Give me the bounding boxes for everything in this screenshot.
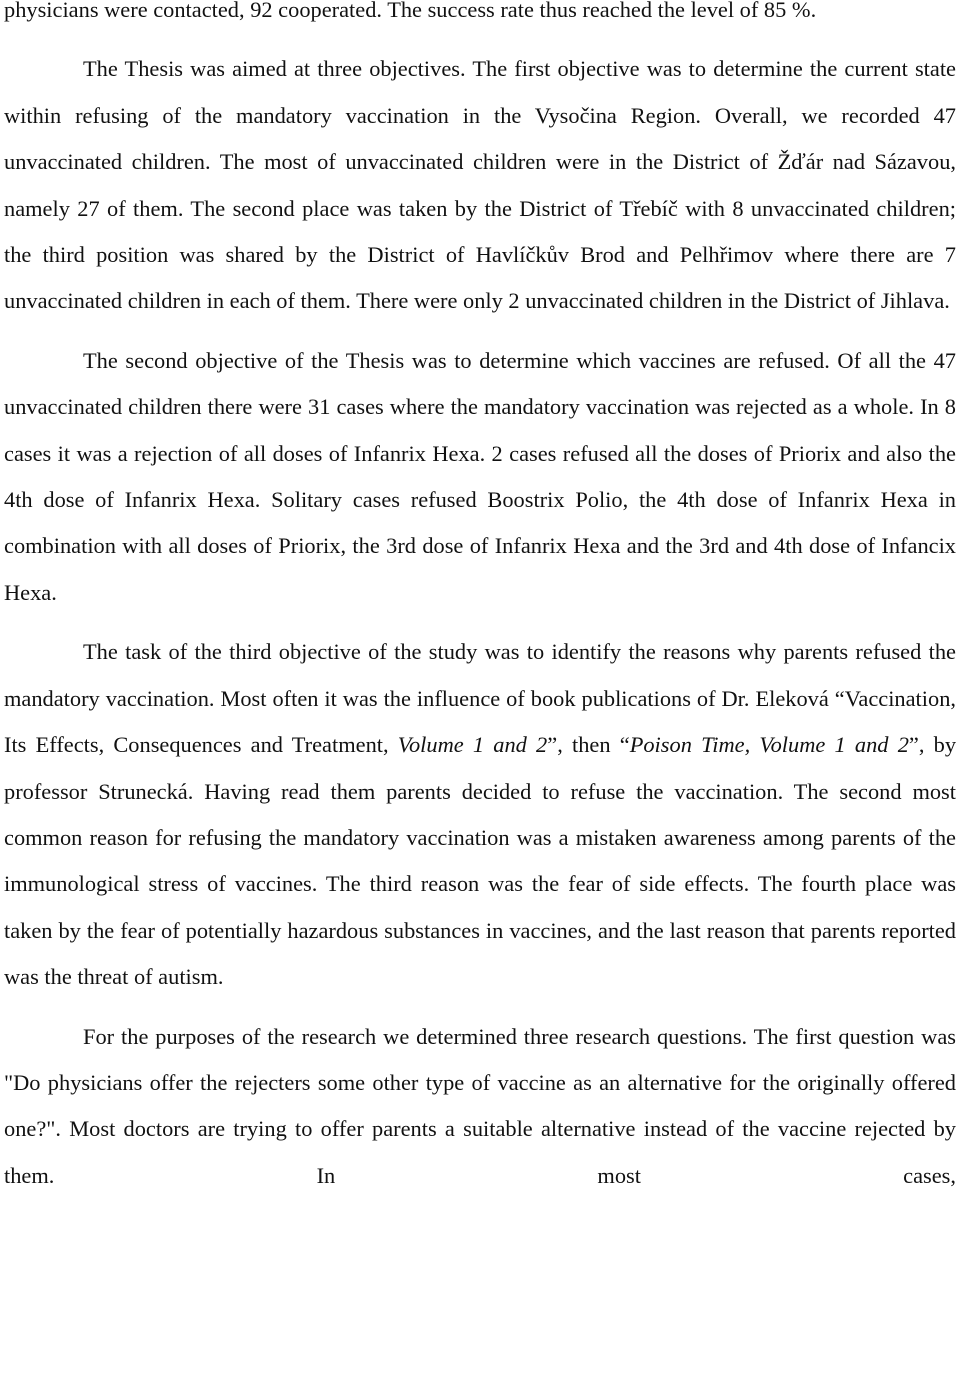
document-page xyxy=(4,0,956,1199)
paragraph-3-text: The second objective of the Thesis was to determine which vaccines are refused. Of all the 47 unvaccinated children there were 31 cases where the mandatory vaccination was rejected as a whole. In 8 cases it was a rejection of all doses of Infanrix Hexa. 2 cases refused all the doses of Priorix and also the 4th dose of Infanrix Hexa. Solitary cases refused Boostrix Polio, the 4th dose of Infanrix Hexa in combination with all doses of Priorix, the 3rd dose of Infanrix Hexa and the 3rd and 4th dose of Infancix Hexa. xyxy=(4,347,956,605)
paragraph-3 xyxy=(4,338,956,616)
paragraph-2 xyxy=(4,46,956,324)
paragraph-4-italic-title-2: Poison Time, Volume 1 and 2 xyxy=(629,732,909,758)
paragraph-4-text-b: ”, then “ xyxy=(547,732,630,758)
paragraph-4-text-a: The task of the third objective of the study was to identify the reasons why parents refused the mandatory vaccination. Most often it was the influence of book publications of Dr. Eleková “Vaccination, Its Effects, Consequences and Treatment, xyxy=(4,639,956,758)
paragraph-4 xyxy=(4,629,956,1000)
paragraph-1-text: physicians were contacted, 92 cooperated. The success rate thus reached the level of 85 %. xyxy=(4,0,817,22)
paragraph-1 xyxy=(4,0,956,33)
paragraph-5 xyxy=(4,1014,956,1200)
paragraph-2-text: The Thesis was aimed at three objectives. The first objective was to determine the current state within refusing of the mandatory vaccination in the Vysočina Region. Overall, we recorded 47 unvaccinated children. The most of unvaccinated children were in the District of Žďár nad Sázavou, namely 27 of them. The second place was taken by the District of Třebíč with 8 unvaccinated children; the third position was shared by the District of Havlíčkův Brod and Pelhřimov where there are 7 unvaccinated children in each of them. There were only 2 unvaccinated children in the District of Jihlava. xyxy=(4,56,956,314)
paragraph-5-text: For the purposes of the research we determined three research questions. The first question was "Do physicians offer the rejecters some other type of vaccine as an alternative for the originally offered one?". Most doctors are trying to offer parents a suitable alternative instead of the vaccine rejected by them. In most cases, xyxy=(4,1023,956,1188)
paragraph-4-italic-title-1: Volume 1 and 2 xyxy=(397,732,548,758)
paragraph-4-text-c: ”, by professor Strunecká. Having read them parents decided to refuse the vaccination. The second most common reason for refusing the mandatory vaccination was a mistaken awareness among parents of the immunological stress of vaccines. The third reason was the fear of side effects. The fourth place was taken by the fear of potentially hazardous substances in vaccines, and the last reason that parents reported was the threat of autism. xyxy=(4,732,957,990)
